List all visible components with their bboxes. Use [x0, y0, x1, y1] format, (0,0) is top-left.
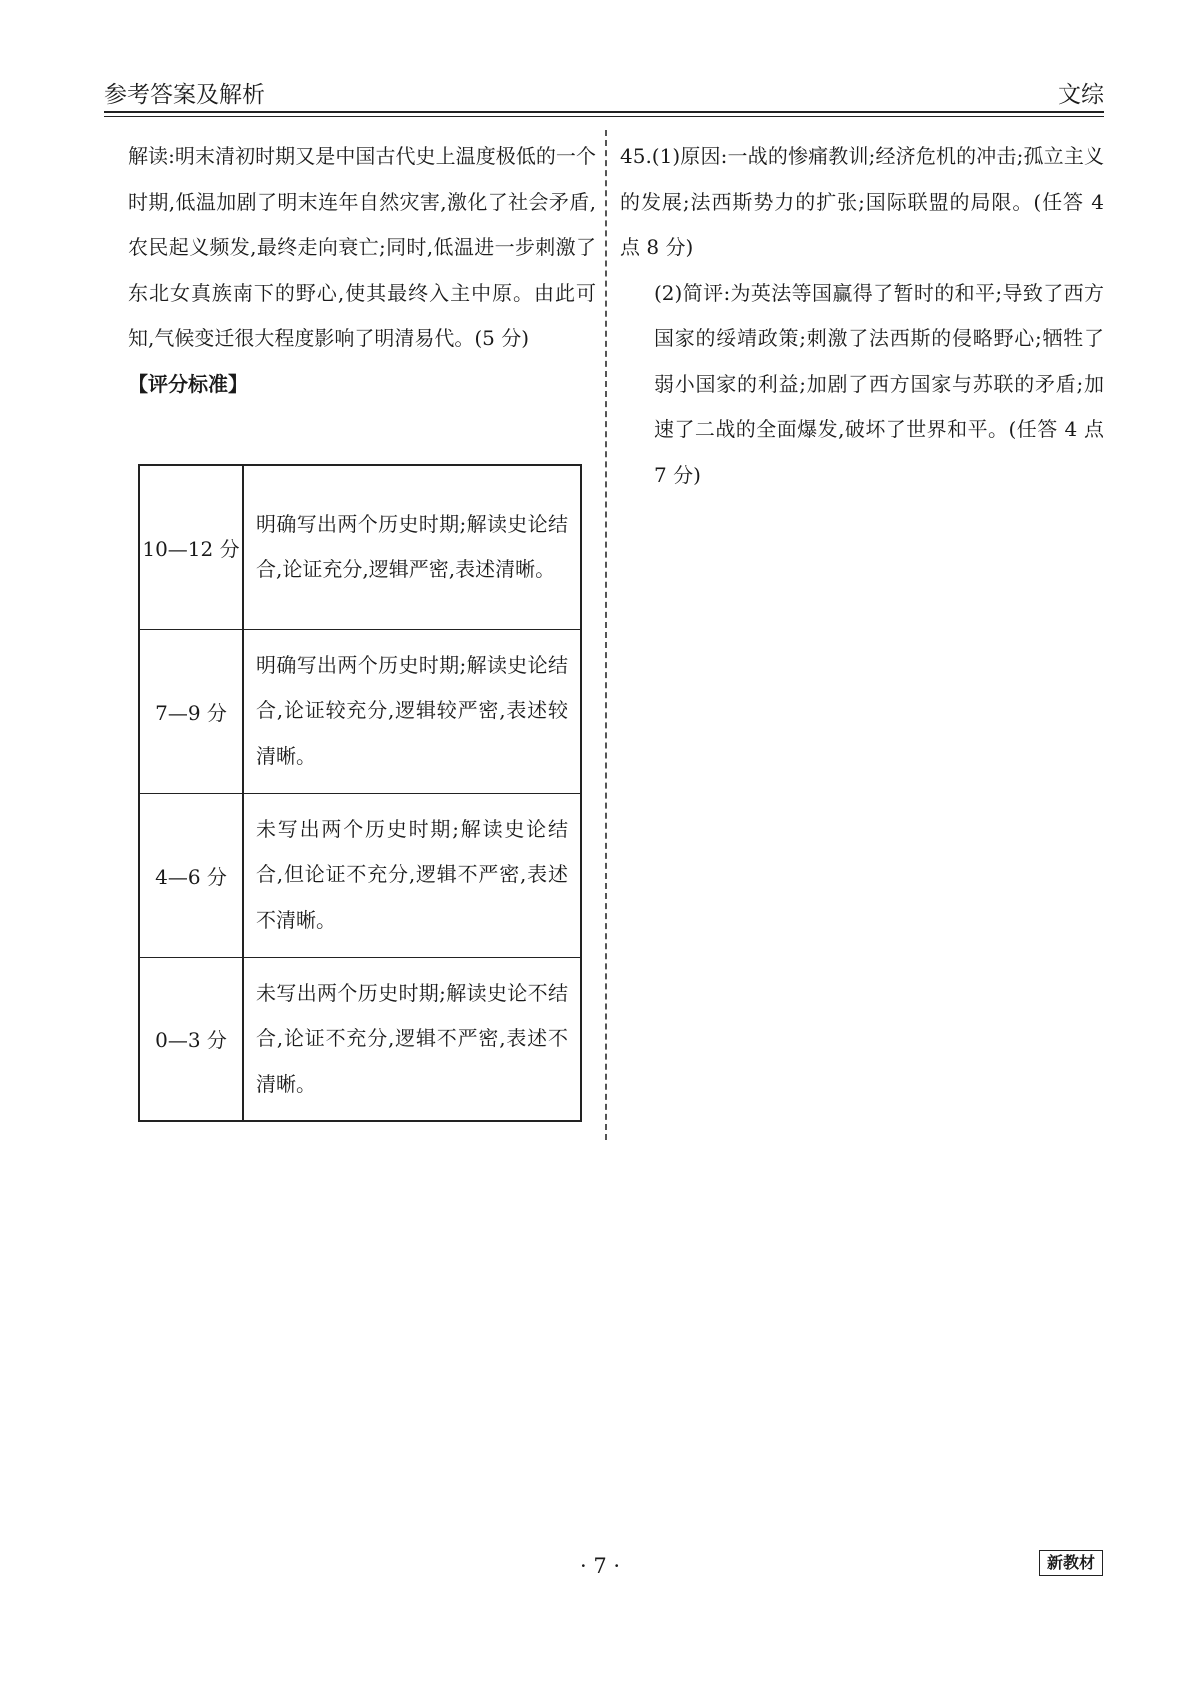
header-title: 参考答案及解析 — [104, 82, 265, 108]
score-range: 0—3 分 — [139, 957, 243, 1121]
table-row — [139, 629, 581, 793]
table-row — [139, 465, 581, 629]
score-description: 明确写出两个历史时期;解读史论结合,论证较充分,逻辑较严密,表述较清晰。 — [243, 629, 581, 793]
right-column — [620, 134, 1104, 498]
score-range: 4—6 分 — [139, 793, 243, 957]
header-rule — [104, 111, 1104, 113]
interpretation-text: 解读:明末清初时期又是中国古代史上温度极低的一个时期,低温加剧了明末连年自然灾害,激化了社会矛盾,农民起义频发,最终走向衰亡;同时,低温进一步刺激了东北女真族南下的野心,使其最终入主中原。由此可知,气候变迁很大程度影响了明清易代。(5 分) — [128, 144, 596, 350]
header-subject: 文综 — [1058, 82, 1104, 108]
question-45-part-2: (2)简评:为英法等国赢得了暂时的和平;导致了西方国家的绥靖政策;刺激了法西斯的侵略野心;牺牲了弱小国家的利益;加剧了西方国家与苏联的矛盾;加速了二战的全面爆发,破坏了世界和平。(任答 4 点 7 分) — [654, 280, 1104, 487]
page-number: · 7 · — [579, 1554, 621, 1578]
header-rule-thin — [104, 116, 1104, 117]
table-row — [139, 957, 581, 1121]
score-description: 明确写出两个历史时期;解读史论结合,论证充分,逻辑严密,表述清晰。 — [243, 465, 581, 629]
criteria-title: 【评分标准】 — [128, 371, 248, 396]
score-description: 未写出两个历史时期;解读史论结合,但论证不充分,逻辑不严密,表述不清晰。 — [243, 793, 581, 957]
new-textbook-badge: 新教材 — [1039, 1550, 1103, 1576]
score-range: 7—9 分 — [139, 629, 243, 793]
table-row — [139, 793, 581, 957]
column-divider — [605, 130, 607, 1140]
score-range: 10—12 分 — [139, 465, 243, 629]
score-description: 未写出两个历史时期;解读史论不结合,论证不充分,逻辑不严密,表述不清晰。 — [243, 957, 581, 1121]
page-header — [104, 74, 1104, 110]
left-column — [128, 134, 596, 407]
question-45-part-1: 45.(1)原因:一战的惨痛教训;经济危机的冲击;孤立主义的发展;法西斯势力的扩张;国际联盟的局限。(任答 4 点 8 分) — [620, 144, 1104, 259]
scoring-criteria-table — [138, 464, 582, 1122]
